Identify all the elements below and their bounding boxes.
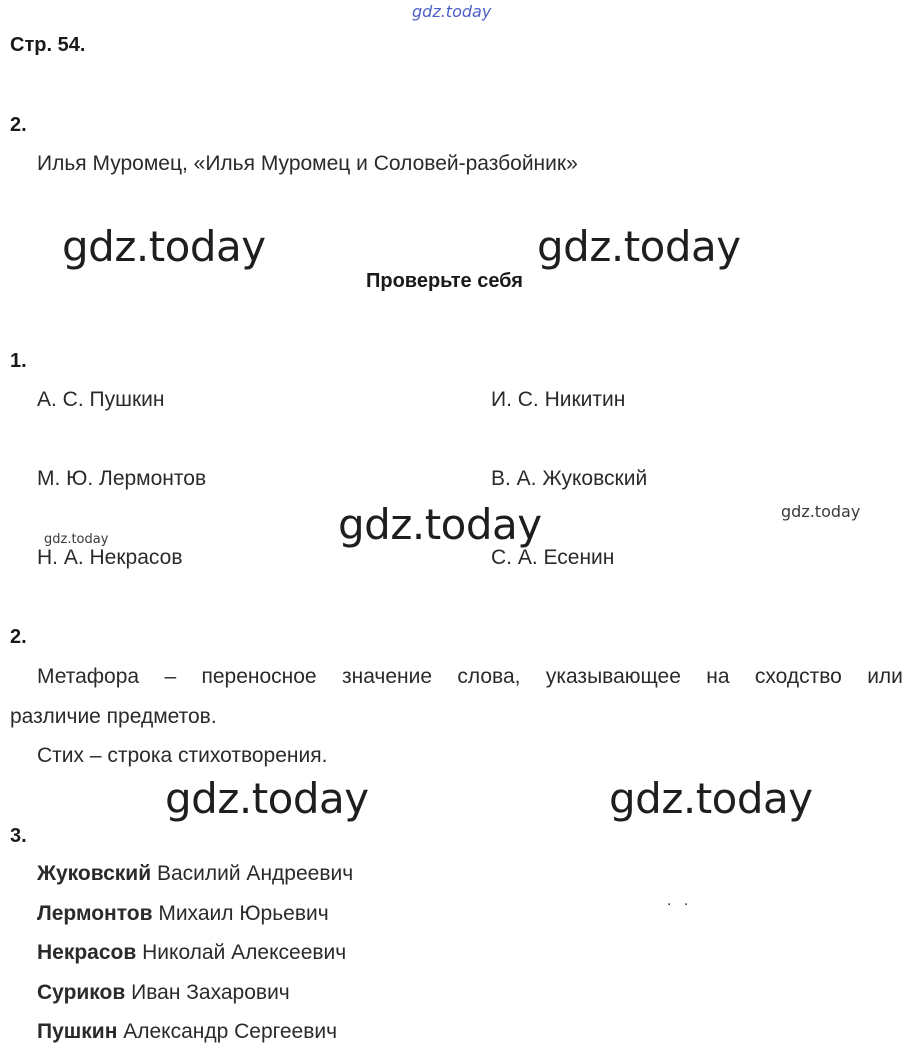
author-left: Н. А. Некрасов: [37, 546, 183, 569]
poet-row: [37, 981, 290, 1005]
author-left: М. Ю. Лермонтов: [37, 467, 207, 490]
poet-names: Михаил Юрьевич: [158, 902, 329, 925]
poet-names: Василий Андреевич: [156, 862, 354, 885]
author-right: С. А. Есенин: [491, 546, 615, 569]
word: –: [164, 665, 177, 688]
watermark-top: gdz.today: [412, 2, 492, 21]
poet-surname: Жуковский: [37, 862, 152, 885]
author-right: И. С. Никитин: [491, 388, 626, 411]
word: или: [867, 665, 903, 688]
question-3-number: 3.: [10, 825, 27, 847]
watermark-tiny: gdz.today: [44, 532, 109, 547]
poet-surname: Суриков: [37, 981, 126, 1004]
watermark-large: gdz.today: [62, 222, 266, 271]
poet-surname: Некрасов: [37, 941, 137, 964]
watermark-large: gdz.today: [165, 774, 369, 823]
poet-names: Николай Алексеевич: [142, 941, 347, 964]
author-left: А. С. Пушкин: [37, 388, 165, 411]
word: переносное: [201, 665, 317, 688]
metaphor-definition-line: [37, 665, 903, 689]
watermark-large: gdz.today: [609, 774, 813, 823]
poet-names: Иван Захарович: [131, 981, 290, 1004]
author-right: В. А. Жуковский: [491, 467, 648, 490]
poet-row: [37, 1020, 337, 1044]
poet-surname: Пушкин: [37, 1020, 118, 1043]
section-number: 2.: [10, 114, 27, 136]
check-yourself-heading: Проверьте себя: [366, 270, 523, 292]
metaphor-definition-continuation: различие предметов.: [10, 705, 217, 728]
word: на: [706, 665, 730, 688]
poet-names: Александр Сергеевич: [123, 1020, 338, 1043]
word: указывающее: [545, 665, 681, 688]
word: Метафора: [37, 665, 140, 688]
poet-row: [37, 862, 353, 886]
word: сходство: [754, 665, 842, 688]
question-1-number: 1.: [10, 350, 27, 372]
poet-surname: Лермонтов: [37, 902, 153, 925]
question-2-number: 2.: [10, 626, 27, 648]
watermark-large: gdz.today: [537, 222, 741, 271]
page-label: Стр. 54.: [10, 34, 86, 56]
poet-row: [37, 902, 329, 926]
poet-row: [37, 941, 346, 965]
watermark-large: gdz.today: [338, 500, 542, 549]
section-text: Илья Муромец, «Илья Муромец и Соловей-разбойник»: [37, 152, 578, 175]
stray-dots: . .: [667, 892, 693, 909]
word: слова,: [457, 665, 521, 688]
word: значение: [341, 665, 433, 688]
watermark-small: gdz.today: [781, 502, 861, 521]
verse-definition: Стих – строка стихотворения.: [37, 744, 328, 767]
